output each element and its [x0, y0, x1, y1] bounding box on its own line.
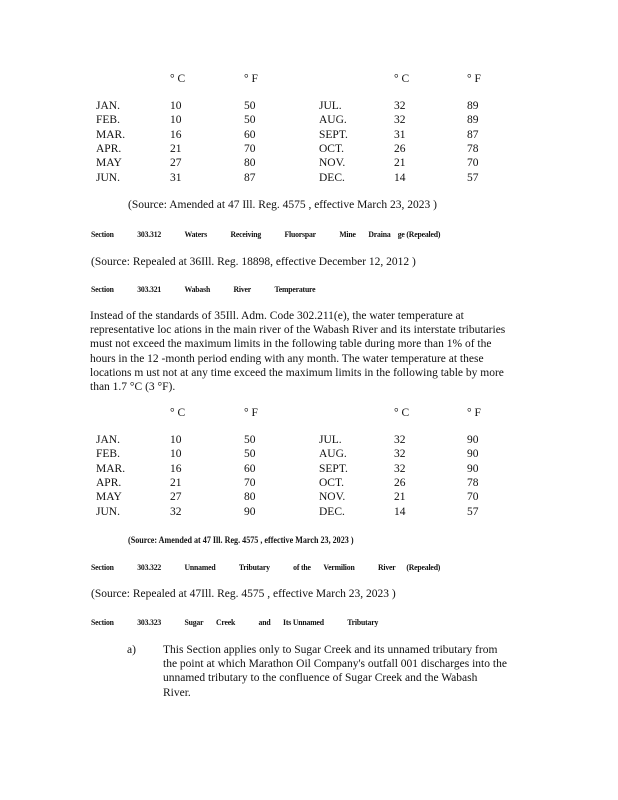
fahrenheit-right-cell: 57: [467, 171, 479, 184]
table-row: [0, 478, 618, 492]
table-2-source-note: (Source: Amended at 47 Ill. Reg. 4575 , effective March 23, 2023 ): [128, 535, 354, 545]
table-row: [0, 449, 618, 463]
header-celsius-2: ° C: [394, 407, 410, 419]
month-right-cell: OCT.: [319, 476, 345, 489]
fahrenheit-right-cell: 90: [467, 462, 479, 475]
heading-number: 303.312: [137, 229, 162, 239]
fahrenheit-left-cell: 70: [244, 476, 256, 489]
header-fahrenheit-2: ° F: [467, 407, 481, 419]
fahrenheit-left-cell: 60: [244, 128, 256, 141]
heading-word: and: [258, 617, 271, 627]
heading-word: Section: [91, 284, 114, 294]
fahrenheit-left-cell: 50: [244, 114, 256, 127]
celsius-right-cell: 32: [394, 462, 406, 475]
heading-word: ge (Repealed): [397, 229, 441, 239]
fahrenheit-left-cell: 50: [244, 448, 256, 461]
section-303-322-source-note: (Source: Repealed at 47Ill. Reg. 4575 , effective March 23, 2023 ): [91, 588, 396, 600]
fahrenheit-right-cell: 87: [467, 128, 479, 141]
heading-word: of the: [293, 562, 311, 572]
fahrenheit-right-cell: 90: [467, 434, 479, 446]
heading-word: Receiving: [230, 229, 262, 239]
fahrenheit-right-cell: 70: [467, 491, 479, 504]
month-right-cell: OCT.: [319, 142, 345, 155]
celsius-right-cell: 21: [394, 491, 406, 504]
table-row: [0, 101, 618, 115]
item-a-text: [163, 643, 523, 700]
celsius-right-cell: 32: [394, 100, 406, 112]
table-row: [0, 130, 618, 144]
month-right-cell: JUL.: [319, 100, 342, 112]
fahrenheit-left-cell: 80: [244, 157, 256, 170]
month-left-cell: APR.: [96, 476, 122, 489]
header-celsius-1: ° C: [170, 407, 186, 419]
month-right-cell: DEC.: [319, 171, 345, 184]
heading-word: Mine: [339, 229, 356, 239]
celsius-left-cell: 27: [170, 157, 182, 170]
table-row: [0, 507, 618, 521]
heading-word: Section: [91, 562, 114, 572]
paragraph-line: representative loc ations in the main river of the Wabash River and its interstate tributaries: [90, 324, 506, 337]
table-row: [0, 115, 618, 129]
fahrenheit-left-cell: 50: [244, 100, 256, 112]
table-row: [0, 464, 618, 478]
header-fahrenheit-2: ° F: [467, 73, 481, 85]
fahrenheit-right-cell: 78: [467, 476, 479, 489]
month-right-cell: NOV.: [319, 157, 346, 170]
heading-word: Fluorspar: [284, 229, 316, 239]
paragraph-line: than 1.7 °C (3 °F).: [90, 381, 176, 394]
header-celsius-2: ° C: [394, 73, 410, 85]
fahrenheit-left-cell: 80: [244, 491, 256, 504]
celsius-right-cell: 26: [394, 142, 406, 155]
section-303-322-heading: [91, 562, 464, 572]
month-left-cell: JUN.: [96, 171, 120, 184]
month-left-cell: FEB.: [96, 448, 120, 461]
month-left-cell: MAY: [96, 157, 122, 170]
month-left-cell: JAN.: [96, 434, 120, 446]
heading-word: Wabash: [184, 284, 211, 294]
fahrenheit-right-cell: 89: [467, 100, 479, 112]
fahrenheit-left-cell: 50: [244, 434, 256, 446]
month-left-cell: APR.: [96, 142, 122, 155]
section-303-312-source-note: (Source: Repealed at 36Ill. Reg. 18898, effective December 12, 2012 ): [91, 256, 416, 268]
paragraph-line: Instead of the standards of 35Ill. Adm. Code 302.211(e), the water temperature at: [90, 310, 464, 322]
paragraph-line: River.: [163, 686, 191, 699]
heading-word: Creek: [215, 617, 236, 627]
heading-word: (Repealed): [406, 562, 441, 572]
month-right-cell: SEPT.: [319, 462, 348, 475]
fahrenheit-right-cell: 78: [467, 142, 479, 155]
celsius-left-cell: 10: [170, 448, 182, 461]
heading-number: 303.323: [137, 617, 162, 627]
month-left-cell: FEB.: [96, 114, 120, 127]
celsius-left-cell: 10: [170, 114, 182, 127]
fahrenheit-right-cell: 89: [467, 114, 479, 127]
heading-word: Temperature: [274, 284, 316, 294]
heading-word: Unnamed: [184, 562, 216, 572]
heading-word: River: [233, 284, 252, 294]
table-row: [0, 144, 618, 158]
section-303-312-heading: [91, 229, 464, 239]
fahrenheit-right-cell: 57: [467, 505, 479, 518]
month-right-cell: NOV.: [319, 491, 346, 504]
fahrenheit-right-cell: 90: [467, 448, 479, 461]
heading-word: Vermilion: [323, 562, 355, 572]
celsius-right-cell: 14: [394, 171, 406, 184]
table-1-source-note: (Source: Amended at 47 Ill. Reg. 4575 , effective March 23, 2023 ): [128, 199, 437, 211]
heading-word: Tributary: [238, 562, 270, 572]
heading-word: Tributary: [347, 617, 379, 627]
paragraph-line: locations m ust not at any time exceed the maximum limits in the following table by more: [90, 366, 504, 379]
section-303-321-heading: [91, 284, 339, 294]
header-fahrenheit-1: ° F: [244, 407, 258, 419]
celsius-left-cell: 32: [170, 505, 182, 518]
celsius-right-cell: 14: [394, 505, 406, 518]
heading-word: Waters: [184, 229, 208, 239]
table-row: [0, 173, 618, 187]
celsius-right-cell: 26: [394, 476, 406, 489]
section-303-321-paragraph: [90, 309, 520, 394]
celsius-right-cell: 31: [394, 128, 406, 141]
month-left-cell: JAN.: [96, 100, 120, 112]
paragraph-line: unnamed tributary to the confluence of Sugar Creek and the Wabash: [163, 672, 478, 685]
heading-word: Sugar: [184, 617, 204, 627]
table-row: [0, 435, 618, 449]
month-left-cell: MAR.: [96, 128, 126, 141]
celsius-left-cell: 16: [170, 128, 182, 141]
month-left-cell: MAY: [96, 491, 122, 504]
month-right-cell: AUG.: [319, 114, 347, 127]
fahrenheit-left-cell: 90: [244, 505, 256, 518]
paragraph-line: This Section applies only to Sugar Creek and its unnamed tributary from: [163, 644, 498, 656]
item-a-label: a): [127, 644, 136, 656]
fahrenheit-left-cell: 87: [244, 171, 256, 184]
celsius-left-cell: 21: [170, 142, 182, 155]
celsius-left-cell: 10: [170, 100, 182, 112]
table-row: [0, 492, 618, 506]
month-right-cell: SEPT.: [319, 128, 348, 141]
table-row: [0, 158, 618, 172]
month-right-cell: AUG.: [319, 448, 347, 461]
heading-word: River: [377, 562, 396, 572]
celsius-left-cell: 10: [170, 434, 182, 446]
celsius-left-cell: 31: [170, 171, 182, 184]
month-right-cell: DEC.: [319, 505, 345, 518]
header-celsius-1: ° C: [170, 73, 186, 85]
celsius-right-cell: 32: [394, 114, 406, 127]
heading-word: Section: [91, 229, 114, 239]
paragraph-line: must not exceed the maximum limits in the following table during more than 1% of the: [90, 338, 492, 351]
paragraph-line: hours in the 12 -month period ending with any month. The water temperature at these: [90, 352, 484, 365]
month-left-cell: MAR.: [96, 462, 126, 475]
celsius-left-cell: 21: [170, 476, 182, 489]
paragraph-line: the point at which Marathon Oil Company's outfall 001 discharges into the: [163, 658, 507, 671]
fahrenheit-left-cell: 70: [244, 142, 256, 155]
heading-word: Draina: [368, 229, 391, 239]
fahrenheit-right-cell: 70: [467, 157, 479, 170]
celsius-left-cell: 27: [170, 491, 182, 504]
month-right-cell: JUL.: [319, 434, 342, 446]
heading-word: Section: [91, 617, 114, 627]
celsius-right-cell: 32: [394, 448, 406, 461]
heading-word: Its Unnamed: [283, 617, 324, 627]
celsius-left-cell: 16: [170, 462, 182, 475]
celsius-right-cell: 32: [394, 434, 406, 446]
header-fahrenheit-1: ° F: [244, 73, 258, 85]
heading-number: 303.322: [137, 562, 162, 572]
heading-number: 303.321: [137, 284, 162, 294]
celsius-right-cell: 21: [394, 157, 406, 170]
fahrenheit-left-cell: 60: [244, 462, 256, 475]
section-303-323-heading: [91, 617, 402, 627]
month-left-cell: JUN.: [96, 505, 120, 518]
